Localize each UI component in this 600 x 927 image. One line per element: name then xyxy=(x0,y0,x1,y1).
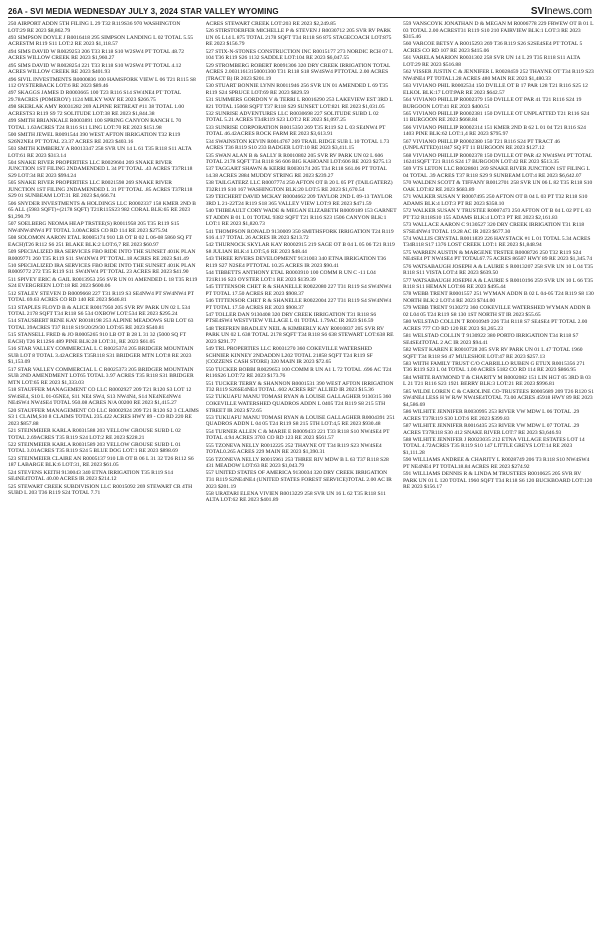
tax-listing-entry: 515 STANSELL FRED & JO R0005265 910 LB OT B 28 L 31 32 (5000 SQ FT EACH) T26 R112S6 489 PINE BLK:28 LOT:31, RE 2023 $61.05 xyxy=(8,332,186,345)
tax-listing-entry: 514 STAUSBERT RENE KAY R0018198 253 ALPINE MEADOWS SUB LOT 63 TOTAL 39ACRES T37 R118 S19/20/29/30 LOT:65 RE 2023 $540.81 xyxy=(8,318,194,331)
tax-listing-entry: 588 WILHITE JENNIFER J R0023035 212 ETNA VILLAGE ESTATES LOT 14 TOTAL 4.72ACRES T35 R119 S10 147 LITTLE GREYS LOT:14 RE 2023 $1,111.28 xyxy=(403,436,585,457)
tax-listing-entry: 525 STEWART CREEK SUBDIVISION LLC R0015092 269 STEWART CR 4TH SUBD L 203 T36 R119 S24 TOTAL 7.71 xyxy=(8,483,193,497)
listing-column-2 xyxy=(206,21,397,921)
tax-listing-entry: 549 TRL PROPERTIES LLC R0031270 360 COKEVILLE WATERSHED SCHNIER KINNEY 2NDADDN L202 TOTAL 21858 SQFT T24 R119 SF (COZZENS CASH STORE) 320 MAIN IR 2023 $72.65 xyxy=(205,346,373,366)
publication-name: SVI MEDIA xyxy=(30,7,72,16)
tax-listing-entry: 566 VIVIANO PHILLIP R0002314 151 KMER 2ND B 62 L 01 04 T21 R116 S24 1403 PINE BLK:62 LOT:1,4 RE 2023 $795.97 xyxy=(403,124,586,138)
tax-listing-entry: 550 TUCKER BOBBI R0029653 100 COMM R UN A1 L 72 TOTAL .696 AC T24 R116S26 LOT:72 RE 2023 $173.76 xyxy=(205,366,392,380)
tax-listing-entry: 558 URATARI ELENA VIVIEN R0013229 258 SVR UN 16 L 62 T35 R118 S11 ALTA LOT:62 RE 2023 $401.89 xyxy=(205,490,386,504)
tax-listing-entry: 587 WILHITE JENNIFER R0016435 253 RIVER VW MDW L 07 TOTAL .29 ACRES T37R118 S30 412 SNAKE RIVER LOT:7 RE 2023 $3,646.93 xyxy=(403,423,580,436)
tax-listing-entry: 522 STEINMEIER KARLA R0031589 203 YELLOW GROUSE SUBD L 01 TOTAL 3.01ACRES T35 R119 S24 5 BLUE DOG LOT:1 RE 2023 $898.69 xyxy=(8,441,181,455)
listing-column-1 xyxy=(8,21,199,921)
tax-listing-entry: 517 STAR VALLEY COMMERCIAL L C R0025373 205 BRIDGER MOUNTAIN SUB 2ND AMENDMENT LOT65 TOTAL 3.97 ACRES T35 R118 S31 BRIDGER MTN LOT:65 RE 2023 $1,333.03 xyxy=(8,366,194,386)
tax-listing-entry: 554 TURNER ALLEN C & MARIE E R0009433 221 T33 R118 S10 NW4SE4 PT TOTAL 4.94 ACRES 3703 CO RD 123 RE 2023 $561.57 xyxy=(205,428,390,442)
tax-listing-entry: 581 WELSTAD COLLIN T 9130922 380 PORTO IRRIGATION T34 R118 S7 SE4SE4TOTAL 2 AC IR 2023 $94.41 xyxy=(403,333,579,346)
tax-listing-entry: 562 VISSER JUSTIN C & JENNIFER L R0028459 252 THAYNE OT T34 R119 S23 NW4NE4 PT TOTAL1.28 ACRES 480 MAIN RE 2023 $1,480.33 xyxy=(403,69,594,82)
tax-listing-entry: 574 WALLIS CRYSTAL R0011839 226 HAYSTACK #1 L 01 TOTAL 5.34 ACRES T34R118 S17 1376 LOST CREEK LOT:1 RE 2023 $1,848.94 xyxy=(403,235,591,249)
tax-listing-entry: 540 THIBEAULT CORY WADE & MEGAN ELIZABETH R0009189 153 GARNET ST ADDN B 01 L 01 TOTAL 9382 SQFT T21 R116 S23 1506 CANYON BLK:1 LOT:1 RE 2023 $1,820.73 xyxy=(205,208,397,228)
site-name: SVI xyxy=(530,6,547,17)
tax-listing-entry: 542 THURNOCK SKYLAR KAY R0002915 219 SAGE OT B 04 L 05 06 T21 R119 S8 JULIAN BLK:4 LOT:5,6 RE 2023 $48.44 xyxy=(205,242,395,255)
tax-listing-entry: 563 VIVIANO PHIL R0002534 150 DVILLE OT B 17 PAR 128 T21 R116 S25 12 ELKOL BLK:17 LOT:PAR RE 2023 $642.57 xyxy=(403,83,588,96)
tax-listing-entry: 546 TITTENSOR CHET R & SHANELLE R0022004 227 T31 R119 S4 SW4NW4 PT TOTAL 17.50 ACRES RE 2023 $908.37 xyxy=(205,298,392,311)
issue-date: WEDNESDAY JULY 3, 2024 xyxy=(73,7,178,16)
tax-listing-columns xyxy=(8,21,594,921)
tax-listing-entry: 551 TUCKER TERRY & SHANNON R0001531 390 WEST AFTON IRRIGATION T32 R119 S26SE4NE4 TOTAL .602 ACRES RE" ALLIED IR 2023 $15.36 xyxy=(205,380,394,394)
tax-listing-entry: 529 STROMBERG ROBERT R0091306 320 DRY CREEK IRRIGATION TOTAL ACRES 2.00311613150001300 T31 R118 S18 SW4SW4 PTTOTAL 2.00 ACRES (TRACT B) IR 2023 $201.19 xyxy=(205,62,391,82)
page-header xyxy=(8,4,592,18)
tax-listing-entry: 584 WHITE RAYMOND T & CHARITY M R0002082 151 LIN HGT 05 3RD B 03 L 21 T21 R116 S23 1921 BERRY BLK:3 LOT:21 RE 2023 $996.81 xyxy=(403,374,591,388)
tax-listing-entry: 555 TZONEVA NELLY R0012225 252 THAYNE OT T34 R119 S23 NW4SE4 TOTAL0.265 ACRES 229 MAIN RE 2023 $1,390.31 xyxy=(205,442,382,456)
tax-listing-entry: 506 SNYDER INVESTMENTS & HOLDINGS LLC R0002337 158 KMER 2ND B 65 ALL (5983 SQFT)+(2178 SQFT) T21R115S23 982 CORAL BLK:65 RE 2023 $1,290.79 xyxy=(8,200,196,220)
tax-listing-entry: 493 SIMPSON DOYLE J R0016418 295 SIMPSON LANDING L 02 TOTAL 5.55 ACRESTM R119 S11 LOT:2 RE 2023 $1,118.57 xyxy=(8,34,194,48)
tax-listing-entry: 585 WILDE LOREN C & CAROLINE CO-TRUSTEES R0005689 209 T26 R120 S1 SW4NE4 LESS H W R/W NW4SE4TOTAL 73.00 ACRES 45918 HWY 89 RE 2023 $4,586.69 xyxy=(403,388,594,408)
tax-listing-entry: 494 SIMS DAVID W R0029253 206 T33 R118 S10 W2SW4 PT TOTAL 48.72 ACRES WILLOW CREEK RE 2023 $1,960.27 xyxy=(8,48,184,62)
tax-listing-entry: 537 TAGGART SHAWN & KERRI R0030174 205 T34 R118 S61.06 PT TOTAL 14.38 ACRES 2884 MUDDY STRING RE 2023 $239.27 xyxy=(205,166,387,179)
tax-listing-entry: 533 SUNRISE CORPORATION R0015350 269 T35 R119 S2 L 03 SE4NW4 PT TOTAL 46.42ACRES ROCK FARM RE 2023 $3,613.91 xyxy=(205,124,386,138)
tax-listing-entry: 527 STIX-N-STONES CONSTRUCTION INC R0015177 273 NORDIC RCH 07 L 104 T36 R119 S26 1132 SADDLE LOT:104 RE 2023 $6,047.55 xyxy=(205,48,393,62)
tax-listing-entry: 559 VANSCOYK JONATHAN D & MEGAN M R0006778 229 FRWEW OT B 01 L 03 TOTAL 2.00 ACREST31 R119 S10 210 FAIRVIEW BLK:1 LOT:3 RE 2023 $315.46 xyxy=(403,21,594,41)
tax-listing-entry: 526 STIRSTOERFER MICHELLE P & STEVEN J R0030712 205 SVR RV PARK UN 05 L14 L 875 TOTAL 2178 SQFT T34 R118 S6 875 STAGECOACH LOT:875 RE 2023 $156.79 xyxy=(205,28,392,48)
tax-listing-entry: 545 TITTENSOR CHET R & SHANELLE R0022080 227 T31 R119 S4 SW4NW4 PT TOTAL 17.50 ACRES RE 2023 $908.37 xyxy=(205,284,392,297)
tax-listing-entry: 524 STEVENS KEITH 9130043 340 ETNA IRRIGATION T35 R119 S14 SE4NE4TOTAL 40.00 ACRES IR 2023 $214.12 xyxy=(8,469,174,483)
tax-listing-entry: 521 STEINMEIER KARLA R0031588 203 YELLOW GROUSE SUBD L 02 TOTAL 2.69ACRES T35 R119 S24 LOT:2 RE 2023 $228.21 xyxy=(8,427,181,441)
tax-listing-entry: 575 WARREN AUSTIN & MARGENE TRSTEE R0008726 250 T32 R119 S24 NE4SE4 PT NW4SE4 PT TOTAL67.75 ACRES 86507 HWY 89 RE 2023 $1,345.74 xyxy=(403,249,593,263)
tax-listing-entry: 561 VARELA MARION R0031302 258 SVR UN 14 L 29 T35 R118 S11 ALTA LOT:29 RE 2023 $516.88 xyxy=(403,55,581,68)
tax-listing-entry: 498 SKERLAK AMY R0031282 269 ALPINE RETREAT #11 38 TOTAL 1.00 ACRESTS3 R119 S9 72 SOLITUDE LOT:38 RE 2023 $1,844.38 xyxy=(8,104,184,117)
tax-listing-entry: 586 WILHITE JENNIFER R0030995 253 RIVER VW MDW L 06 TOTAL .29 ACRES T37R119 S30 LOT:6 RE 2023 $399.83 xyxy=(403,409,580,422)
tax-listing-entry: ACRES STEWART CREEK LOT:203 RE 2023 $2,249.85 xyxy=(205,21,336,27)
header-dateline: 26A - SVI MEDIA WEDNESDAY JULY 3, 2024 STAR VALLEY WYOMING xyxy=(8,7,279,16)
tax-listing-entry: 512 STALEY STEVEN D R0009668 227 T31 R119 S3 SE4NW4 PT SW4NW4 PT TOTAL 69.63 ACRES CO RD 140 RE 2023 $646.81 xyxy=(8,290,194,304)
tax-listing-entry: 553 TUKUAFU MANU TOMASI RYAN & LOUISE GALLAGHER R0004391 251 QUADROS ADDN L 04 05 T24 R119 S8 215 5TH LOT:4,5 RE 2023 $930.48 xyxy=(205,414,395,428)
tax-listing-entry: 544 TIBBETTS ANTHONY ETAL R0003910 100 COMM R UN C -11 L04 T21R116 S23 OYSTER LOT:1 RE 2023 $139.39 xyxy=(205,270,376,283)
tax-listing-entry: 568 VIVIANO PHILLIP R0002378 150 DVILLE OT PAR 42 NW4SW4 PT TOTAL 16241SQFT T21 R116 S24 17 BURGOON LOT:42 RE 2023 $513.35 xyxy=(403,152,593,166)
listing-column-3 xyxy=(403,21,594,921)
tax-listing-entry: 541 THOMPSON RONALD 9130009 350 SMITHSFORK IRRIGATION T24 R119 S16 4.17 TOTAL 26 ACRES IR 2023 $213.72 xyxy=(205,228,394,242)
tax-listing-entry: 580 WELSTAD COLLIN T R0010949 226 T34 R118 S7 SE4SE4 PT TOTAL 2.00 ACRES 777 CO RD 120 RE 2023 $1,265.23 xyxy=(403,319,588,332)
tax-listing-entry: 499 SMITH BRIANKALE R0003891 100 SPRING CANYON RANCH L 70 TOTAL 1.63ACRES T24 R116 S11 LING LOT:70 RE 2023 $151.98 xyxy=(8,118,182,131)
tax-listing-entry: 567 VIVIANO PHILLIP R0002380 150 T21 R116 S24 PT TRACT 46 (UNPLATTED)11847 SQ FT 11 BURGOON RE 2023 $127.12 xyxy=(403,138,560,152)
tax-listing-entry: 579 WEBB TRENT 9130272 360 COKEVILLE WATERSHED WYMAN ADDN B 02 L04 05 T24 R119 S8 130 1ST NORTH ST IR 2023 $55.65 xyxy=(403,305,591,318)
tax-listing-entry: 548 TREFREN BRADLEY NEIL & KIMBERLY KAY R0010837 205 SVR RV PARK UN 02 L 638 TOTAL 2178 SQFT T34 R118 S6 638 STEWART LOT:638 RE 2023 $291.77 xyxy=(205,325,394,345)
tax-listing-entry: 591 WILLIAMS DENNIS R & LINDA M TRUSTEES R0010625 205 SVR RV PARK UN 01 L 120 TOTAL 1960 SQFT T34 R118 S6 120 BUCKBOARD LOT:120 RE 2023 $156.17 xyxy=(403,471,593,491)
tax-listing-entry: 500 SMITH JEWEL R0091544 390 WEST AFTON IRRIGATION T32 R119 S26N2NE4 PT TOTAL 23.37 ACRES RE 2023 $403.16 xyxy=(8,132,181,145)
tax-listing-entry: 552 TUKUAFU MANU TOMASI RYAN & LOUISE GALLAGHER 9130315 360 COKEVILLE WATERSHED QUADROS ADDN L 0405 T24 R119 S8 215 5TH STREET IR 2023 $72.65 xyxy=(205,394,392,414)
page-label: 26A xyxy=(8,7,23,16)
tax-listing-entry: 577 WATSABAUGH JOSEPH A & LAURIE S R0010196 259 SVR UN 10 L 66 T35 R118 S11 HEMAN LOT:66 RE 2023 $495.44 xyxy=(403,277,594,291)
tax-listing-entry: 557 UNITED STATES OF AMERICA 9130034 320 DRY CREEK IRRIGATION T31 R119 S2NE4NE4 (UNITED STATES FOREST SERVICE)TOTAL 2.00 AC IR 2023 $201.19 xyxy=(205,470,392,490)
site-url[interactable] xyxy=(531,6,592,17)
tax-listing-entry: 520 STAUFFER MANAGEMENT CO LLC R0002924 209 T21 R120 S2 3 CLAIMS S3 1 CLAIM,S10 8 CLAIMS TOTAL 235.422 ACRES HWY 89 - CO RD 220 RE 2023 $857.88 xyxy=(8,407,199,427)
tax-listing-entry: 495 SIMS DAVID W R0028254 221 T33 R118 S10 W2SW4 PT TOTAL 4.12 ACRES WILLOW CREEK RE 2023 $401.93 xyxy=(8,62,182,76)
tax-listing-entry: 250 AIRPORT ADDN 5TH FILING L 29 T32 R119S36 970 WASHINGTON LOT:29 RE 2023 $8,862.79 xyxy=(8,21,181,34)
site-domain: news.com xyxy=(546,6,592,17)
tax-listing-entry: 539 TEICHERT DAVID MCKAY R0004662 209 TAYLOR 2ND L 09-13 TAYLOR 3RD L 21-22T24 R119 S18 365 VALLEY VIEW LOT:9 RE 2023 $471.59 xyxy=(205,194,393,207)
tax-listing-entry: 518 STAUFFER MANAGEMENT CO LLC R0002927 209 T21 R120 S3 LOT 12 SW4SE4, S10 L 01-05NE4, S11 NE4 SW4, S13 NW4N4, S14 NE4NE4NW4 NE4SW4 NW4SE4 TOTAL 950.08 ACRES N/A 00200 RE 2023 $1,415.27 xyxy=(8,387,192,407)
tax-listing-entry: 507 SOELBERG NEOMA HEAP TRSTEE(S) R0011958 205 T35 R119 S15 NW4NW4NW4 PT TOTAL 3.00ACRES CO RD 114 RE 2023 $275.94 xyxy=(8,221,180,234)
tax-listing-entry: 576 WATSABAUGH JOSEPH A & LAURIE S R0013207 258 SVR UN 10 L 04 T35 R118 S11 VISTA LOT:4 RE 2023 $639.50 xyxy=(403,263,594,277)
tax-listing-entry: 497 SKAGGS JAMES D R0003665 100 T23 R116 S14 SW4NE4 PT TOTAL 29.78ACRES (POMEROY) 1124 MILKY WAY RE 2023 $266.75 xyxy=(8,90,182,103)
tax-listing-entry: 578 WEBB TRENT R0001557 251 WYMAN ADDN B 02 L 04-05 T24 R119 S8 130 NORTH BLK:2 LOT:4 RE 2023 $744.00 xyxy=(403,291,594,305)
paper-location: STAR VALLEY WYOMING xyxy=(180,7,279,16)
tax-listing-entry: 572 WALKER SUSAN Y TRUSTEE R0007473 250 AFTON OT B 04 L 02 PT L 03 PT T32 R118S10 155 ADAMS BLK:4 LOT:3 PT RE 2023 $2,161.83 xyxy=(403,208,592,221)
tax-listing-entry: 582 WEST KAREN E R0010728 205 SVR RV PARK UN 01 L 47 TOTAL 1960 SQFT T34 R118 S6 47 MULESHOE LOT:47 RE 2023 $257.13 xyxy=(403,347,583,360)
tax-listing-entry: 573 WALLACE AARON C 9130527 320 DRY CREEK IRRIGATION T31 R118 S7SE4NW4 TOTAL 19.28 AC IR 2023 $677.30 xyxy=(403,222,585,235)
tax-listing-entry: 571 WALKER SUSAN Y R0007495 250 AFTON OT B 04 L 03 PT T32 R118 S10 ADAMS BLK:4 LOT:3 PT RE 2023 $358.10 xyxy=(403,194,588,207)
tax-listing-entry: 531 SUMMERS GORDON V & TERRI L R0016290 253 LAKEVIEW EST 3RD L 821 TOTAL 15068 SQFT T37 R118 S29 SUNSET LOT:821 RE 2023 $1,031.05 xyxy=(205,97,393,110)
tax-listing-entry: 547 TOLLER DAN 9130408 320 DRY CREEK IRRIGATION T31 R118 S6 PTSE4SW4 WESTVIEW VILLAGE L 01 TOTAL 1.79AC IR 2023 $16.59 xyxy=(205,311,377,325)
tax-listing-entry: 532 SUNRISE ADVENTURES LLC R0030698 227 SOLITUDE SUBD L 02 TOTAL 5.21 ACRES T34R119 S23 LOT:2 RE 2023 $1,097.25 xyxy=(205,110,379,124)
tax-listing-entry: 505 SNAKE RIVER PROPERTIES LLC R0021598 269 SNAKE RIVER JUNCTION 1ST FILING 2NDAMENDED L 31 PT TOTAL .85 ACRES T37R118 S29 01 SUNBEAM LOT:31 RE 2023 $4,666.74 xyxy=(8,180,193,200)
tax-listing-entry: 565 VIVIANO PHILLIP R0002381 150 DVILLE OT UNPLATTED T21 R116 S24 11 BURGOON RE 2023 $668.84 xyxy=(403,110,590,124)
tax-listing-entry: 511 SPIVEY ERIC & GAIL R0013953 256 SVR UN 01 AMENDED L 18 T35 R119 S24 EVERGREEN LOT:18 RE 2023 $600.06 xyxy=(8,276,198,290)
tax-listing-entry: 510 SPECIALIZED IRA SERVICES FBO RIDE INTO THE SUNSET 401K PLAN R0009772 272 T35 R119 S11 SW4NW4 PT TOTAL 23 ACRES RE 2023 $41.90 xyxy=(8,262,196,276)
tax-listing-entry: 535 SWAN ALAN B & SALLY R R0010802 205 SVR RV PARK UN 02 L 606 TOTAL 2178 SQFT T34 R118 S6 606 BIG KAHOANI LOT:606 RE 2023 $275.13 xyxy=(205,152,391,166)
tax-listing-entry: 509 SPECIALIZED IRA SERVICES FBO RIDE INTO THE SUNSET 401K PLAN R0009771 260 T35 R119 S11 SW4NW4 PT TOTAL.18 ACRES RE 2023 $41.49 xyxy=(8,249,196,262)
tax-listing-entry: 534 SWAINSTON KEVIN R0014767 269 TRAIL RIDGE SUB L 10 TOTAL 1.73 ACRES T36 R119 S10 233 BADGER LOT:10 RE 2023 $3,411.15 xyxy=(205,138,390,152)
tax-listing-entry: 564 VIVIANO PHILLIP R0002379 150 DVILLE OT PAR 41 T21 R116 S24 19 BURGOON LOT:41 RE 2023 $400.51 xyxy=(403,97,582,110)
tax-listing-entry: 560 VARCOE BETSY A R0015293 269 T36 R119 S26 S2SE4SE4 PT TOTAL 5 ACRES CO RD 107 RE 2023 $415.06 xyxy=(403,41,583,54)
tax-listing-entry: 496 SIVIL INVESTMENTS R0000836 100 HAMSFORK VIEW L 06 T21 R115 S8 112 OYSTERBACK LOT:6 RE 2023 $89.46 xyxy=(8,76,196,90)
tax-listing-entry: 569 VTS LETON LLC R0028601 269 SNAKE RIVER JUNCTION 1ST FILING L 04 TOTAL .39 ACRES T37 R118 S29 9 SUNBEAM LOT:4 RE 2023 $6,642.07 xyxy=(403,166,590,179)
tax-listing-entry: 530 STUART BONNIE LYNN R0011946 256 SVR UN 01 AMENDED L 69 T35 R119 S24 SPRUCE LOT:69 RE 2023 $829.59 xyxy=(205,83,388,96)
tax-listing-entry: 503 SMITH KIMBERLY A R0013347 258 SVR UN 14 L 61 T35 R118 S11 ALTA LOT:61 RE 2023 $313.14 xyxy=(8,146,192,159)
tax-listing-entry: 513 STAPLES FLOYD B & ALICE R0017950 205 SVR RV PARK UN 02 L 534 TOTAL 2178 SQFT T34 R118 S6 534 OXBOW LOT:534 RE 2023 $295.24 xyxy=(8,304,190,318)
tax-listing-entry: 543 THREE RIVERS DEVELOPMENT 9131003 340 ETNA IRRIGATION T36 R119 S27 N2SE4 PTTOTAL 10.25 ACRES IR 2023 $90.41 xyxy=(205,256,387,269)
tax-listing-entry: 590 WILLIAMS ANDREE & CHARITY L R0028749 206 T3 R118 S10 NW4SW4 PT NE4NE4 PT TOTAL18.84 ACRES RE 2023 $274.92 xyxy=(403,457,590,470)
tax-listing-entry: 504 SNAKE RIVER PROPERTIES LLC R0029604 269 SNAKE RIVER JUNCTION 1ST FILING 2NDAMENDED L 34 PT TOTAL .43 ACRES T37R118 S29 LOT:34 RE 2023 $994.24 xyxy=(8,159,193,179)
tax-listing-entry: 516 STAR VALLEY COMMERCIAL L C R0025374 205 BRIDGER MOUNTAIN SUB LOT 8 TOTAL 3.42ACRES T35R118 S31 BRIDGER MTN LOT:8 RE 2023 $1,153.09 xyxy=(8,346,194,366)
tax-listing-entry: 556 TZONEVA NELLY R0015961 253 THREE RIV MDW B L 63 T37 R118 S28 431 MEADOW LOT:63 RE 2023 $1,043.79 xyxy=(205,456,389,470)
tax-listing-entry: 508 SOLOMON AARON ETAL R0005174 910 LB OT B 02 L 06-08 5860 SQ FT EACH)T26 R112 S6 251 BLAKE BLK:2 LOT:6,7 RE 2023 $60.97 xyxy=(8,235,192,248)
tax-listing-entry: 570 WALDEN SCOTT & TIFFANY R0012701 258 SVR UN 06 L 82 T35 R118 S10 OAK LOT:82 RE 2023 $683.89 xyxy=(403,180,593,193)
tax-listing-entry: 583 WIITH FAMILY TRUST C/O CARRILLO RUBEN G ETUX R0015356 271 T36 R119 S23 L 04 TOTAL 1.00 ACRES 5182 CO RD 114 RE 2023 $866.95 xyxy=(403,360,585,374)
tax-listing-entry: 538 TAILGATERZ LLC R0007774 250 AFTON OT B 20 L 05 PT (TAILGATERZ) T32R119 S10 167 WASHINGTON BLK:20 LOT:5 RE 2023 $1,670.54 xyxy=(205,180,393,193)
tax-listing-entry: 523 STEINMEIER CLAIRE AN R0005137 910 LB OT B 06 L 31 32 T26 R112 S6 187 LABARGE BLK:6 LOT:31, RE 2023 $61.05 xyxy=(8,455,194,469)
